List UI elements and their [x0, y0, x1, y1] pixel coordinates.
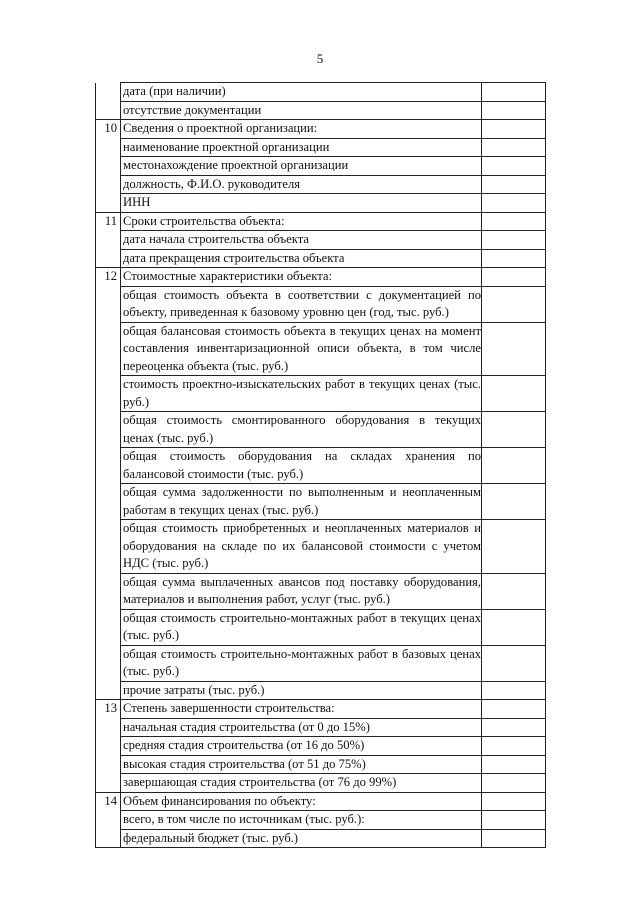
row-label: дата прекращения строительства объекта	[121, 249, 482, 268]
value-cell[interactable]	[482, 700, 546, 719]
value-cell[interactable]	[482, 737, 546, 756]
row-number: 10	[96, 120, 121, 139]
row-label: общая сумма выплаченных авансов под поставку оборудования, материалов и выполнения работ, услуг (тыс. руб.)	[121, 573, 482, 609]
row-label: федеральный бюджет (тыс. руб.)	[121, 829, 482, 848]
row-number	[96, 520, 121, 574]
table-row	[96, 829, 546, 848]
page-number: 5	[316, 51, 324, 66]
row-number	[96, 101, 121, 120]
row-label: наименование проектной организации	[121, 138, 482, 157]
table-row	[96, 175, 546, 194]
table-row	[96, 120, 546, 139]
row-number: 11	[96, 212, 121, 231]
table-row	[96, 157, 546, 176]
row-label: общая сумма задолженности по выполненным и неоплаченным работам в текущих ценах (тыс. руб.)	[121, 484, 482, 520]
value-cell[interactable]	[482, 157, 546, 176]
row-number	[96, 609, 121, 645]
row-number	[96, 829, 121, 848]
row-label: Объем финансирования по объекту:	[121, 792, 482, 811]
row-label: прочие затраты (тыс. руб.)	[121, 681, 482, 700]
value-cell[interactable]	[482, 573, 546, 609]
value-cell[interactable]	[482, 101, 546, 120]
table-row	[96, 792, 546, 811]
table-row	[96, 322, 546, 376]
table-row	[96, 609, 546, 645]
row-number	[96, 718, 121, 737]
row-label: общая стоимость строительно-монтажных работ в базовых ценах (тыс. руб.)	[121, 645, 482, 681]
row-label: дата (при наличии)	[121, 83, 482, 102]
row-number	[96, 681, 121, 700]
table-row	[96, 194, 546, 213]
value-cell[interactable]	[482, 249, 546, 268]
row-label: общая балансовая стоимость объекта в текущих ценах на момент составления инвентаризационной описи объекта, в том числе переоценка объекта (тыс. руб.)	[121, 322, 482, 376]
row-number	[96, 573, 121, 609]
row-number	[96, 231, 121, 250]
row-number	[96, 811, 121, 830]
value-cell[interactable]	[482, 774, 546, 793]
row-number	[96, 322, 121, 376]
table-row	[96, 286, 546, 322]
row-label: всего, в том числе по источникам (тыс. руб.):	[121, 811, 482, 830]
table-row	[96, 231, 546, 250]
table-row	[96, 448, 546, 484]
row-label: стоимость проектно-изыскательских работ в текущих ценах (тыс. руб.)	[121, 376, 482, 412]
row-label: Сведения о проектной организации:	[121, 120, 482, 139]
row-label: Стоимостные характеристики объекта:	[121, 268, 482, 287]
row-number	[96, 286, 121, 322]
value-cell[interactable]	[482, 120, 546, 139]
table-row	[96, 268, 546, 287]
table-row	[96, 212, 546, 231]
row-label: общая стоимость оборудования на складах хранения по балансовой стоимости (тыс. руб.)	[121, 448, 482, 484]
table-row	[96, 412, 546, 448]
value-cell[interactable]	[482, 194, 546, 213]
table-row	[96, 755, 546, 774]
row-label: общая стоимость объекта в соответствии с документацией по объекту, приведенная к базовому уровню цен (год, тыс. руб.)	[121, 286, 482, 322]
object-info-table	[95, 82, 546, 848]
table-row	[96, 811, 546, 830]
table-row	[96, 737, 546, 756]
value-cell[interactable]	[482, 268, 546, 287]
row-number	[96, 774, 121, 793]
row-label: начальная стадия строительства (от 0 до 15%)	[121, 718, 482, 737]
table-row	[96, 774, 546, 793]
value-cell[interactable]	[482, 322, 546, 376]
value-cell[interactable]	[482, 83, 546, 102]
table-row	[96, 700, 546, 719]
row-label: отсутствие документации	[121, 101, 482, 120]
table-row	[96, 718, 546, 737]
value-cell[interactable]	[482, 811, 546, 830]
table-row	[96, 138, 546, 157]
value-cell[interactable]	[482, 412, 546, 448]
value-cell[interactable]	[482, 829, 546, 848]
row-number	[96, 175, 121, 194]
row-label: общая стоимость строительно-монтажных работ в текущих ценах (тыс. руб.)	[121, 609, 482, 645]
row-number	[96, 83, 121, 102]
table-row	[96, 573, 546, 609]
value-cell[interactable]	[482, 681, 546, 700]
row-number	[96, 484, 121, 520]
row-number	[96, 755, 121, 774]
value-cell[interactable]	[482, 231, 546, 250]
value-cell[interactable]	[482, 138, 546, 157]
row-number	[96, 645, 121, 681]
row-number	[96, 448, 121, 484]
row-label: Сроки строительства объекта:	[121, 212, 482, 231]
row-label: высокая стадия строительства (от 51 до 75%)	[121, 755, 482, 774]
value-cell[interactable]	[482, 718, 546, 737]
row-number	[96, 249, 121, 268]
table-row	[96, 645, 546, 681]
row-label: должность, Ф.И.О. руководителя	[121, 175, 482, 194]
value-cell[interactable]	[482, 645, 546, 681]
row-label: местонахождение проектной организации	[121, 157, 482, 176]
value-cell[interactable]	[482, 792, 546, 811]
row-label: общая стоимость приобретенных и неоплаченных материалов и оборудования на складе по их балансовой стоимости с учетом НДС (тыс. руб.)	[121, 520, 482, 574]
row-label: ИНН	[121, 194, 482, 213]
row-label: Степень завершенности строительства:	[121, 700, 482, 719]
row-number: 14	[96, 792, 121, 811]
table-row	[96, 101, 546, 120]
row-number	[96, 138, 121, 157]
table-row	[96, 249, 546, 268]
row-number: 12	[96, 268, 121, 287]
value-cell[interactable]	[482, 286, 546, 322]
row-number	[96, 737, 121, 756]
table-row	[96, 520, 546, 574]
row-label: средняя стадия строительства (от 16 до 50%)	[121, 737, 482, 756]
row-number: 13	[96, 700, 121, 719]
row-label: общая стоимость смонтированного оборудования в текущих ценах (тыс. руб.)	[121, 412, 482, 448]
table-row	[96, 484, 546, 520]
row-number	[96, 376, 121, 412]
row-number	[96, 194, 121, 213]
table-row	[96, 681, 546, 700]
value-cell[interactable]	[482, 609, 546, 645]
row-label: завершающая стадия строительства (от 76 до 99%)	[121, 774, 482, 793]
value-cell[interactable]	[482, 520, 546, 574]
value-cell[interactable]	[482, 376, 546, 412]
value-cell[interactable]	[482, 755, 546, 774]
table-row	[96, 376, 546, 412]
value-cell[interactable]	[482, 484, 546, 520]
value-cell[interactable]	[482, 448, 546, 484]
row-number	[96, 157, 121, 176]
value-cell[interactable]	[482, 175, 546, 194]
row-number	[96, 412, 121, 448]
value-cell[interactable]	[482, 212, 546, 231]
table-row	[96, 83, 546, 102]
row-label: дата начала строительства объекта	[121, 231, 482, 250]
